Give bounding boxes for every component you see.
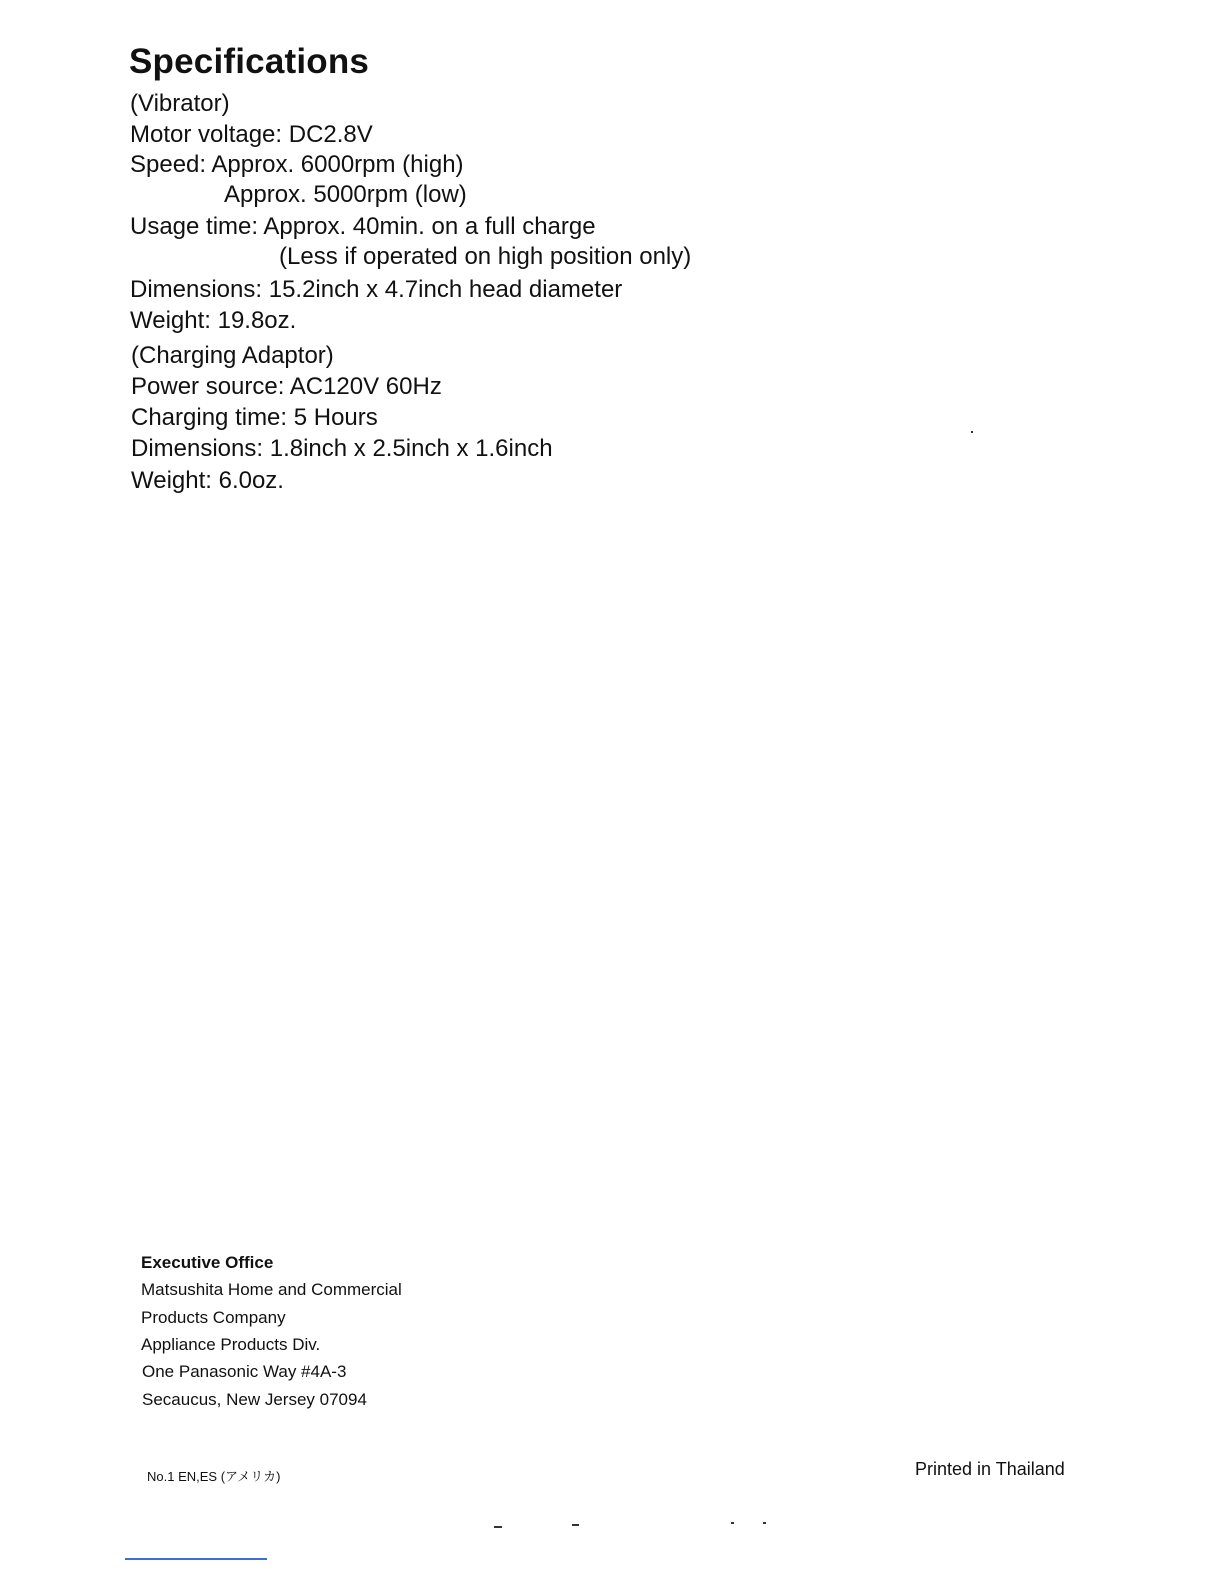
printed-in: Printed in Thailand bbox=[915, 1459, 1065, 1479]
scan-speck bbox=[971, 431, 973, 433]
office-line: Matsushita Home and Commercial bbox=[141, 1280, 402, 1299]
office-line: One Panasonic Way #4A-3 bbox=[142, 1362, 347, 1381]
office-heading: Executive Office bbox=[141, 1253, 274, 1272]
scan-speck bbox=[763, 1522, 766, 1524]
vibrator-heading: (Vibrator) bbox=[130, 90, 230, 117]
motor-voltage: Motor voltage: DC2.8V bbox=[130, 121, 373, 148]
charging-time: Charging time: 5 Hours bbox=[131, 404, 378, 431]
office-line: Appliance Products Div. bbox=[141, 1335, 321, 1354]
speed-high: Speed: Approx. 6000rpm (high) bbox=[130, 151, 464, 178]
power-source: Power source: AC120V 60Hz bbox=[131, 373, 442, 400]
scan-speck bbox=[572, 1524, 579, 1526]
speed-low: Approx. 5000rpm (low) bbox=[224, 181, 467, 208]
scan-speck bbox=[731, 1522, 734, 1524]
office-line: Products Company bbox=[141, 1308, 286, 1327]
divider-line bbox=[125, 1558, 267, 1560]
page-title: Specifications bbox=[129, 42, 370, 81]
vibrator-dimensions: Dimensions: 15.2inch x 4.7inch head diameter bbox=[130, 276, 623, 303]
adaptor-heading: (Charging Adaptor) bbox=[131, 342, 334, 369]
vibrator-weight: Weight: 19.8oz. bbox=[130, 307, 297, 334]
document-code: No.1 EN,ES (アメリカ) bbox=[147, 1469, 281, 1484]
office-line: Secaucus, New Jersey 07094 bbox=[142, 1390, 367, 1409]
scan-speck bbox=[494, 1526, 502, 1528]
usage-note: (Less if operated on high position only) bbox=[279, 243, 692, 270]
adaptor-dimensions: Dimensions: 1.8inch x 2.5inch x 1.6inch bbox=[131, 435, 553, 462]
usage-time: Usage time: Approx. 40min. on a full charge bbox=[130, 213, 596, 240]
adaptor-weight: Weight: 6.0oz. bbox=[131, 467, 284, 494]
